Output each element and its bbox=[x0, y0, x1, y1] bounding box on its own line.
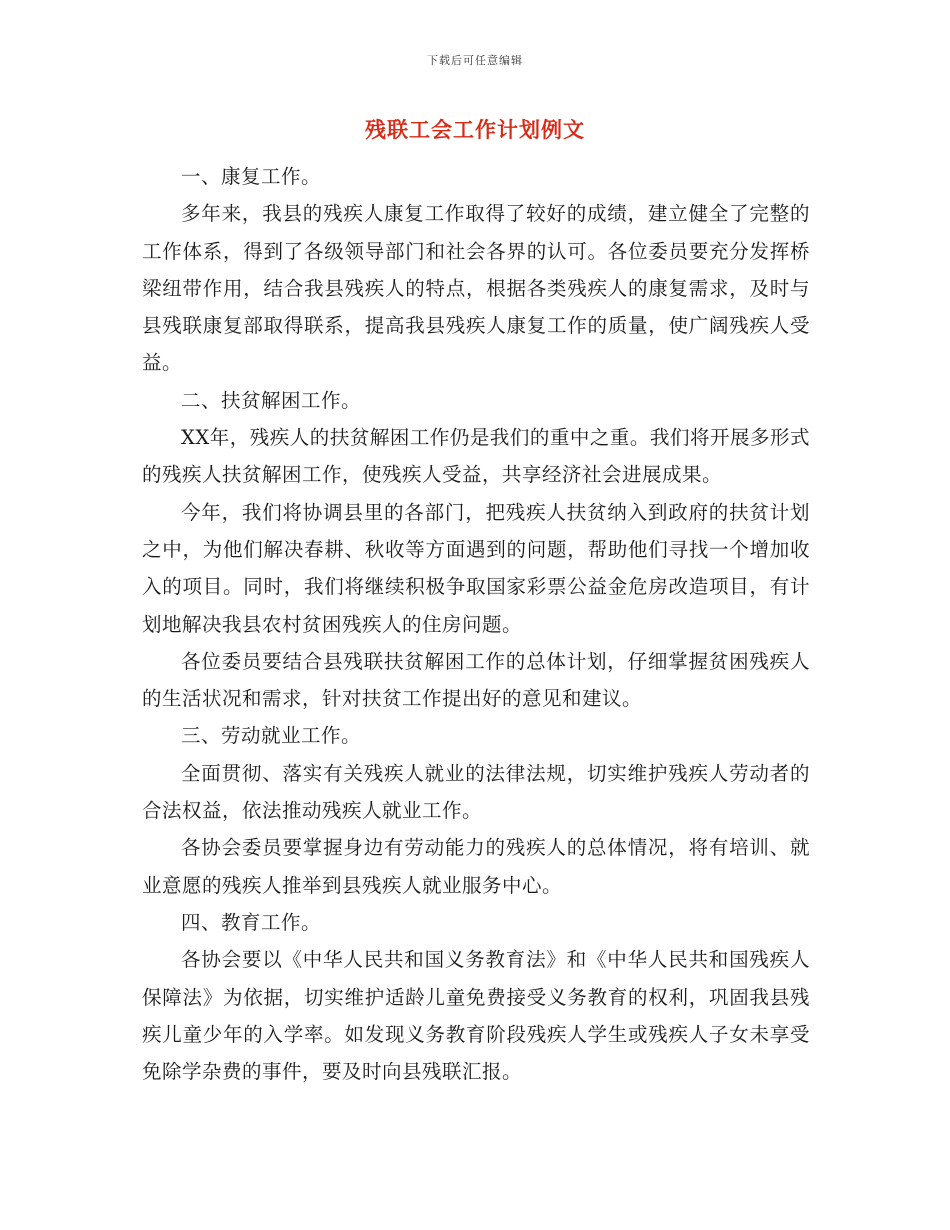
paragraph-poverty-relief-1: XX年，残疾人的扶贫解困工作仍是我们的重中之重。我们将开展多形式的残疾人扶贫解困工作，使残疾人受益，共享经济社会进展成果。 bbox=[142, 426, 810, 487]
document-body bbox=[142, 158, 810, 1090]
paragraph-employment-1: 全面贯彻、落实有关残疾人就业的法律法规，切实维护残疾人劳动者的合法权益，依法推动残疾人就业工作。 bbox=[142, 761, 810, 823]
paragraph-rehabilitation: 多年来，我县的残疾人康复工作取得了较好的成绩，建立健全了完整的工作体系，得到了各级领导部门和社会各界的认可。各位委员要充分发挥桥梁纽带作用，结合我县残疾人的特点，根据各类残疾人的康复需求，及时与县残联康复部取得联系，提高我县残疾人康复工作的质量，使广阔残疾人受益。 bbox=[142, 202, 810, 375]
section-heading-employment: 三、劳动就业工作。 bbox=[181, 724, 362, 748]
paragraph-poverty-relief-3: 各位委员要结合县残联扶贫解困工作的总体计划，仔细掌握贫困残疾人的生活状况和需求，针对扶贫工作提出好的意见和建议。 bbox=[142, 649, 810, 711]
section-heading-poverty-relief: 二、扶贫解困工作。 bbox=[181, 388, 362, 412]
section-heading-education: 四、教育工作。 bbox=[181, 910, 322, 934]
paragraph-education: 各协会要以《中华人民共和国义务教育法》和《中华人民共和国残疾人保障法》为依据，切实维护适龄儿童免费接受义务教育的权利，巩固我县残疾儿童少年的入学率。如发现义务教育阶段残疾人学生或残疾人子女未享受免除学杂费的事件，要及时向县残联汇报。 bbox=[142, 948, 810, 1084]
document-title: 残联工会工作计划例文 bbox=[365, 117, 585, 142]
header-note: 下载后可任意编辑 bbox=[427, 54, 523, 67]
section-heading-rehabilitation: 一、康复工作。 bbox=[181, 165, 322, 188]
paragraph-employment-2: 各协会委员要掌握身边有劳动能力的残疾人的总体情况，将有培训、就业意愿的残疾人推举到县残疾人就业服务中心。 bbox=[142, 836, 810, 897]
paragraph-poverty-relief-2: 今年，我们将协调县里的各部门，把残疾人扶贫纳入到政府的扶贫计划之中，为他们解决春耕、秋收等方面遇到的问题，帮助他们寻找一个增加收入的项目。同时，我们将继续积极争取国家彩票公益金危房改造项目，有计划地解决我县农村贫困残疾人的住房问题。 bbox=[142, 500, 810, 636]
